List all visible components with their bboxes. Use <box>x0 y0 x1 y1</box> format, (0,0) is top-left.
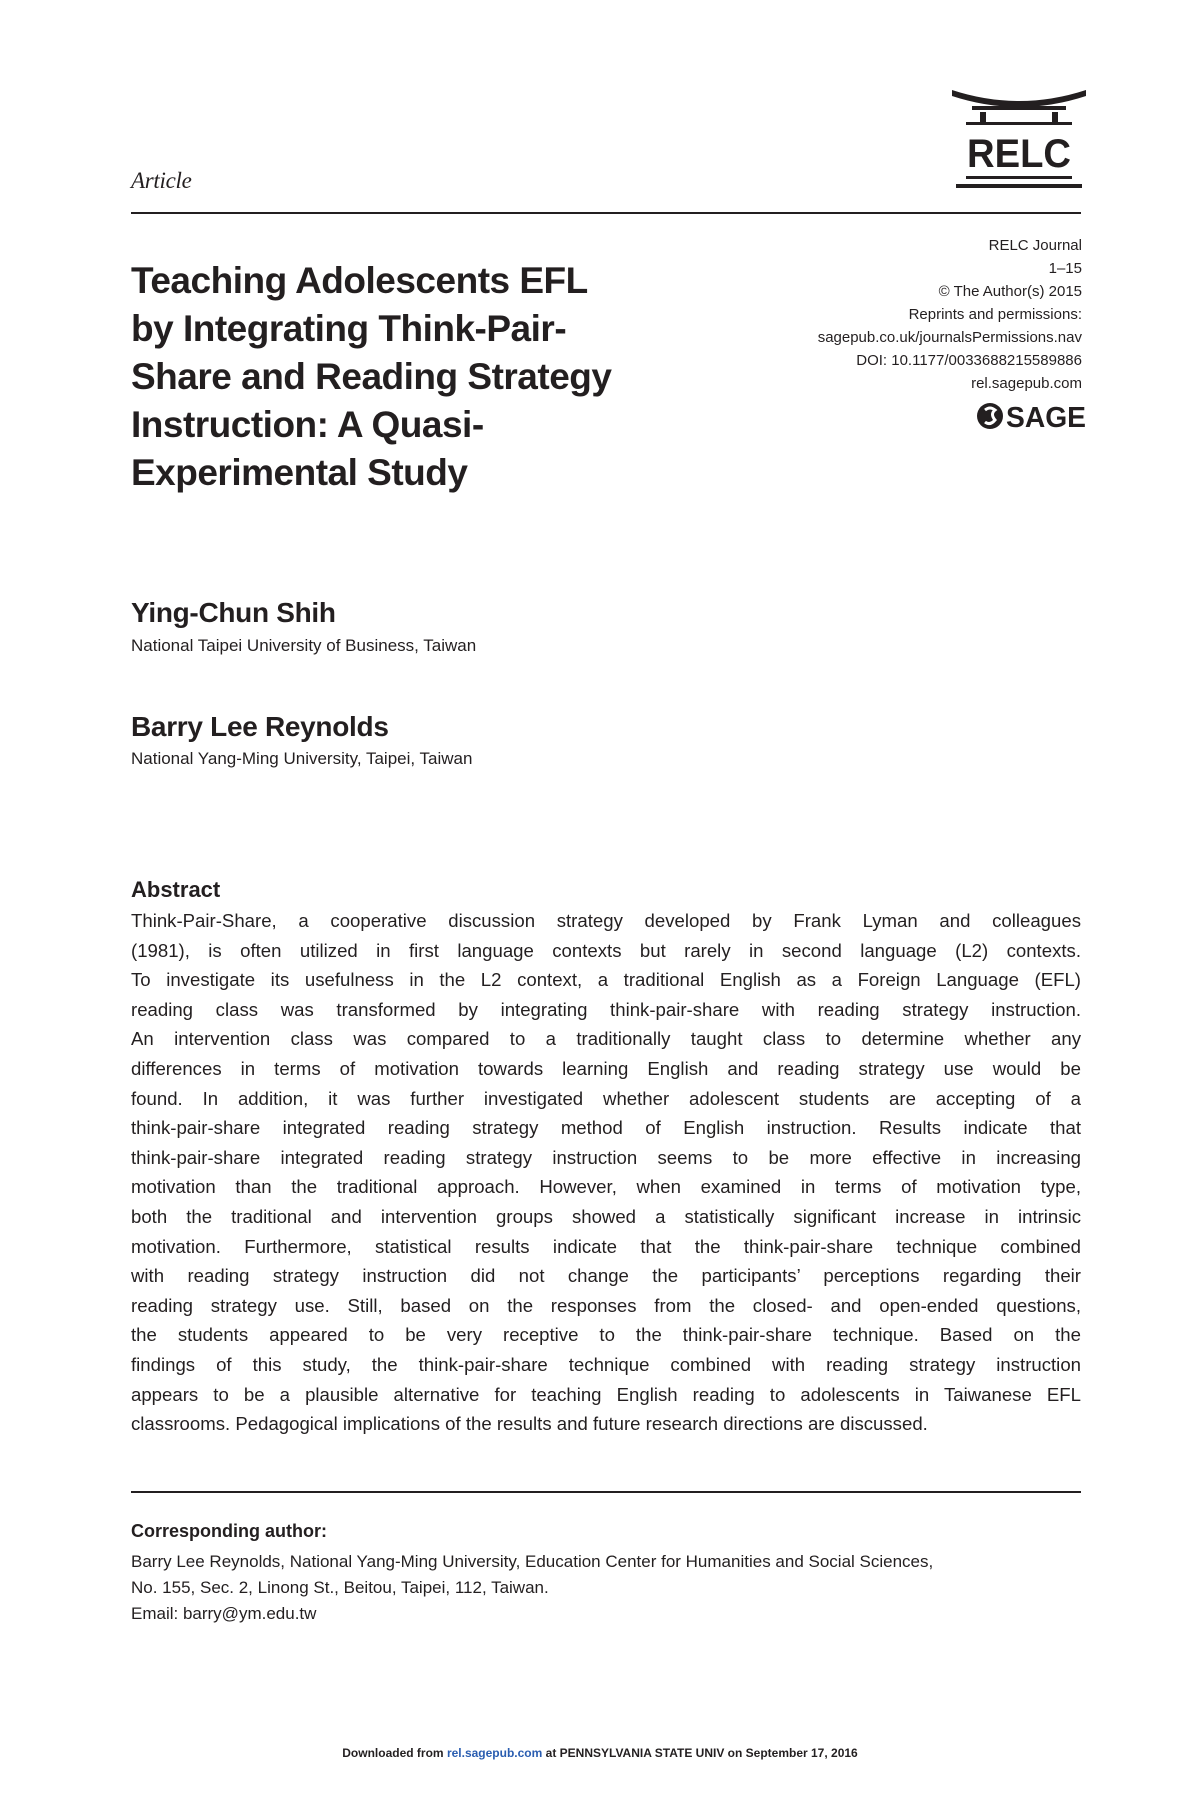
sage-publisher-logo <box>976 400 1088 432</box>
abstract-line: both the traditional and intervention groups showed a statistically significant increase in intrinsic <box>131 1205 1081 1227</box>
title-line: by Integrating Think-Pair- <box>131 308 567 349</box>
corresponding-author-heading: Corresponding author: <box>131 1521 327 1541</box>
relc-logo-text: RELC <box>967 132 1071 176</box>
corresponding-email[interactable]: Email: barry@ym.edu.tw <box>131 1604 317 1623</box>
download-note-suffix: at PENNSYLVANIA STATE UNIV on September 17, 2016 <box>542 1746 858 1760</box>
abstract-line: the students appeared to be very receptive to the think-pair-share technique. Based on the <box>131 1324 1081 1346</box>
title-line: Experimental Study <box>131 452 468 493</box>
abstract-line: (1981), is often utilized in first language contexts but rarely in second language (L2) contexts. <box>131 939 1081 961</box>
author-affiliation: National Yang-Ming University, Taipei, Taiwan <box>131 749 473 768</box>
abstract-line: found. In addition, it was further investigated whether adolescent students are accepting of a <box>131 1087 1081 1109</box>
paper-title <box>131 257 731 497</box>
abstract-line: findings of this study, the think-pair-share technique combined with reading strategy instruction <box>131 1353 1081 1375</box>
abstract-line: appears to be a plausible alternative for teaching English reading to adolescents in Taiwanese EFL <box>131 1383 1081 1405</box>
article-type-label: Article <box>131 168 192 193</box>
title-line: Teaching Adolescents EFL <box>131 260 588 301</box>
abstract-body <box>131 906 1081 1439</box>
abstract-line: motivation than the traditional approach. However, when examined in terms of motivation type, <box>131 1176 1081 1198</box>
journal-name: RELC Journal <box>988 237 1082 254</box>
corresponding-author-details <box>131 1549 933 1627</box>
download-note-prefix: Downloaded from <box>342 1746 447 1760</box>
corresponding-address-line: No. 155, Sec. 2, Linong St., Beitou, Taipei, 112, Taiwan. <box>131 1578 549 1597</box>
abstract-line: motivation. Furthermore, statistical results indicate that the think-pair-share technique combined <box>131 1235 1081 1257</box>
abstract-line: think-pair-share integrated reading strategy instruction seems to be more effective in increasing <box>131 1146 1081 1168</box>
title-line: Instruction: A Quasi- <box>131 404 484 445</box>
copyright: © The Author(s) 2015 <box>938 283 1082 300</box>
relc-journal-logo <box>950 84 1088 196</box>
footnote-rule <box>131 1491 1081 1493</box>
author-affiliation: National Taipei University of Business, Taiwan <box>131 636 477 655</box>
title-line: Share and Reading Strategy <box>131 356 612 397</box>
abstract-line: reading class was transformed by integrating think-pair-share with reading strategy instruction. <box>131 998 1081 1020</box>
page-range: 1–15 <box>1048 260 1082 277</box>
abstract-line: differences in terms of motivation towards learning English and reading strategy use would be <box>131 1057 1081 1079</box>
abstract-line: Think-Pair-Share, a cooperative discussion strategy developed by Frank Lyman and colleagues <box>131 910 1081 931</box>
author-name: Barry Lee Reynolds <box>131 711 389 742</box>
journal-url[interactable]: rel.sagepub.com <box>971 375 1082 392</box>
download-note <box>0 1746 1200 1760</box>
download-link[interactable]: rel.sagepub.com <box>446 1746 543 1760</box>
abstract-line: reading strategy use. Still, based on the responses from the closed- and open-ended questions, <box>131 1294 1081 1316</box>
doi[interactable]: DOI: 10.1177/0033688215589886 <box>856 352 1082 369</box>
corresponding-address-line: Barry Lee Reynolds, National Yang-Ming University, Education Center for Humanities and Social Sciences, <box>131 1552 934 1571</box>
abstract-line: classrooms. Pedagogical implications of the results and future research directions are discussed. <box>131 1413 928 1435</box>
journal-meta <box>818 234 1082 395</box>
abstract-line: An intervention class was compared to a traditionally taught class to determine whether any <box>131 1028 1081 1050</box>
header-rule <box>131 212 1081 214</box>
permissions-url[interactable]: sagepub.co.uk/journalsPermissions.nav <box>817 329 1082 346</box>
author-name: Ying-Chun Shih <box>131 597 336 628</box>
sage-logo-text: SAGE <box>1006 402 1086 432</box>
abstract-heading: Abstract <box>131 877 221 902</box>
abstract-line: think-pair-share integrated reading strategy method of English instruction. Results indicate that <box>131 1117 1081 1139</box>
abstract-line: To investigate its usefulness in the L2 context, a traditional English as a Foreign Language (EFL) <box>131 969 1081 991</box>
reprints-label: Reprints and permissions: <box>908 306 1082 323</box>
abstract-line: with reading strategy instruction did not change the participants’ perceptions regarding their <box>131 1265 1081 1287</box>
